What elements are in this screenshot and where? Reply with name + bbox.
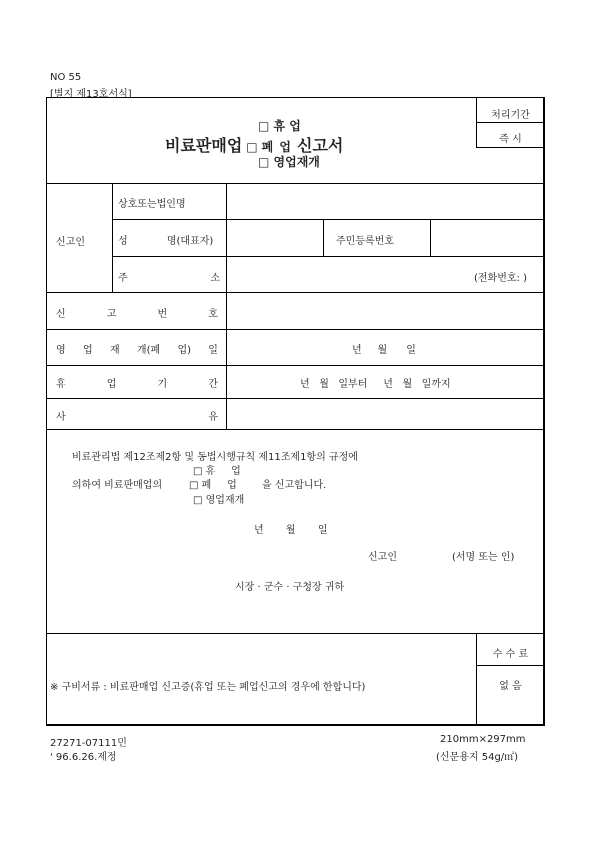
address-label [118,269,220,284]
form-code: 27271-07111민 [50,738,127,749]
required-documents-note: ※ 구비서류 : 비료판매업 신고증(휴업 또는 폐업신고의 경우에 한합니다) [50,682,366,693]
representative-name-label [118,232,220,247]
signer-label: 신고인 [368,552,397,563]
reporter-group-label: 신고인 [56,237,85,248]
reopen-date-value[interactable]: 년 월 일 [352,345,416,356]
suspension-period-value[interactable]: 년 월 일부터 년 월 일까지 [300,379,451,390]
form-number: NO 55 [50,72,82,83]
paper-size: 210mm×297mm [440,734,526,745]
address-label-part2: 소 [210,273,220,284]
address-label-part1: 주 [118,273,128,284]
form-reference: [별지 제13호서식] [50,89,132,100]
fee-label: 수 수 료 [492,649,529,660]
fee-value: 없 음 [499,681,522,692]
suspension-period-label: 휴 업 기 간 [56,379,218,390]
addressee: 시장 · 군수 · 구청장 귀하 [235,582,345,593]
enactment-date: ' 96.6.26.제정 [50,752,117,763]
declaration-line2-suffix: 을 신고합니다. [262,480,327,491]
reason-label: 사 유 [56,412,218,423]
phone-number-label: (전화번호: ) [474,273,527,284]
declaration-date[interactable]: 년 월 일 [254,525,328,536]
processing-period-value: 즉 시 [499,134,522,145]
name-label-part2: 명(대표자) [166,236,214,247]
declaration-option-close: □ 폐 업 [189,480,237,491]
declaration-line2-prefix: 의하여 비료판매업의 [72,480,163,491]
declaration-line1: 비료관리법 제12조제2항 및 동법시행규칙 제11조제1항의 규정에 [72,452,358,463]
declaration-option-reopen: □ 영업재개 [193,495,245,506]
resident-number-label: 주민등록번호 [336,236,394,247]
name-label-part1: 성 [118,236,128,247]
title-suffix: 신고서 [297,136,344,155]
paper-type: (신문용지 54g/㎡) [436,752,519,763]
signature-placeholder[interactable]: (서명 또는 인) [452,552,515,563]
business-name-label: 상호또는법인명 [118,199,186,210]
title-option-suspend: □ 휴 업 [258,119,301,133]
title-prefix: 비료판매업 [165,136,243,155]
declaration-option-suspend: □ 휴 업 [193,466,241,477]
title-option-reopen: □ 영업재개 [258,155,320,169]
processing-period-label: 처리기간 [491,110,530,121]
title-option-close: 폐 업 [261,140,291,154]
title-option-close-box: □ [246,140,258,154]
report-number-label: 신 고 번 호 [56,309,218,320]
reopen-date-label: 영 업 재 개(폐 업) 일 [56,345,218,356]
